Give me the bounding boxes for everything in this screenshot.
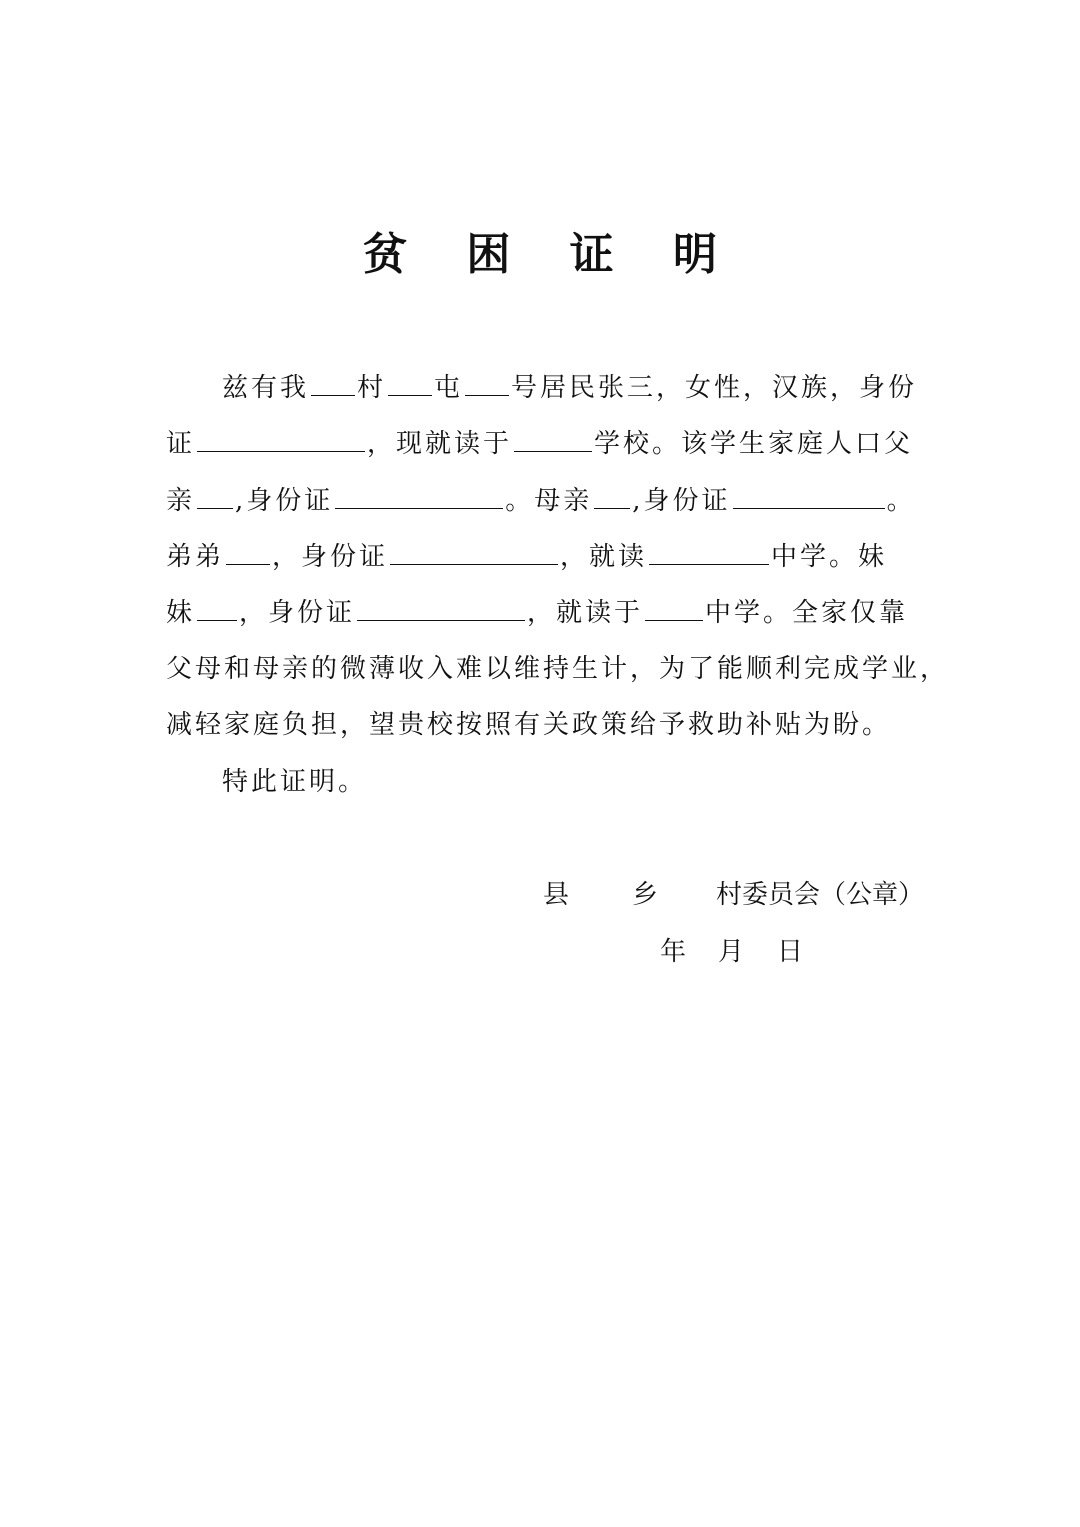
document-title: 贫 困 证 明 [363,229,739,280]
blank-field-hamlet[interactable] [388,367,432,396]
date-year: 年 [660,937,687,967]
text-segment: 号居民张三，女性，汉族，身份 [511,373,918,403]
blank-field-sister-school[interactable] [645,592,703,621]
closing-statement: 特此证明。 [222,767,368,797]
blank-field-mother-name[interactable] [594,480,630,509]
paragraph-line-4 [166,536,887,576]
text-segment: ，身份证 [239,598,356,628]
paragraph-line-1 [222,367,917,407]
blank-field-sister-id[interactable] [357,592,525,621]
text-segment: 。 [886,486,916,516]
paragraph-line-6 [166,649,949,689]
blank-field-sister-name[interactable] [197,592,237,621]
blank-field-brother-school[interactable] [649,536,769,565]
text-segment: 证 [166,429,196,459]
blank-field-id-number[interactable] [197,423,365,452]
text-segment: 中学。妹 [771,542,888,572]
text-segment: 父母和母亲的微薄收入难以维持生计，为了能顺利完成学业， [166,654,950,684]
text-segment: 兹有我 [222,373,310,403]
text-segment: 妹 [166,598,196,628]
signature-county: 县 [543,880,570,910]
text-segment: 。母亲 [505,486,593,516]
blank-field-father-name[interactable] [197,480,233,509]
blank-field-house-number[interactable] [465,367,509,396]
text-segment: ，身份证 [272,542,389,572]
date-month: 月 [718,937,745,967]
text-segment: 弟弟 [166,542,225,572]
text-segment: ，就读 [560,542,648,572]
paragraph-line-2 [166,423,913,463]
paragraph-line-7 [166,705,891,745]
text-segment: ,身份证 [235,486,334,516]
text-segment: 村 [357,373,387,403]
blank-field-school[interactable] [514,423,592,452]
paragraph-line-3 [166,480,916,520]
signature-township: 乡 [632,880,659,910]
text-segment: 减轻家庭负担，望贵校按照有关政策给予救助补贴为盼。 [166,710,892,740]
text-segment: 学校。该学生家庭人口父 [594,429,914,459]
blank-field-father-id[interactable] [335,480,503,509]
text-segment: 中学。全家仅靠 [705,598,909,628]
text-segment: 亲 [166,486,196,516]
blank-field-mother-id[interactable] [733,480,885,509]
blank-field-village[interactable] [311,367,355,396]
blank-field-brother-id[interactable] [390,536,558,565]
paragraph-line-5 [166,592,908,632]
blank-field-brother-name[interactable] [226,536,270,565]
text-segment: ,身份证 [632,486,731,516]
date-day: 日 [777,937,804,967]
signature-committee-seal: 村委员会（公章） [716,880,925,910]
text-segment: ，现就读于 [367,429,513,459]
text-segment: 屯 [434,373,464,403]
text-segment: ，就读于 [527,598,644,628]
